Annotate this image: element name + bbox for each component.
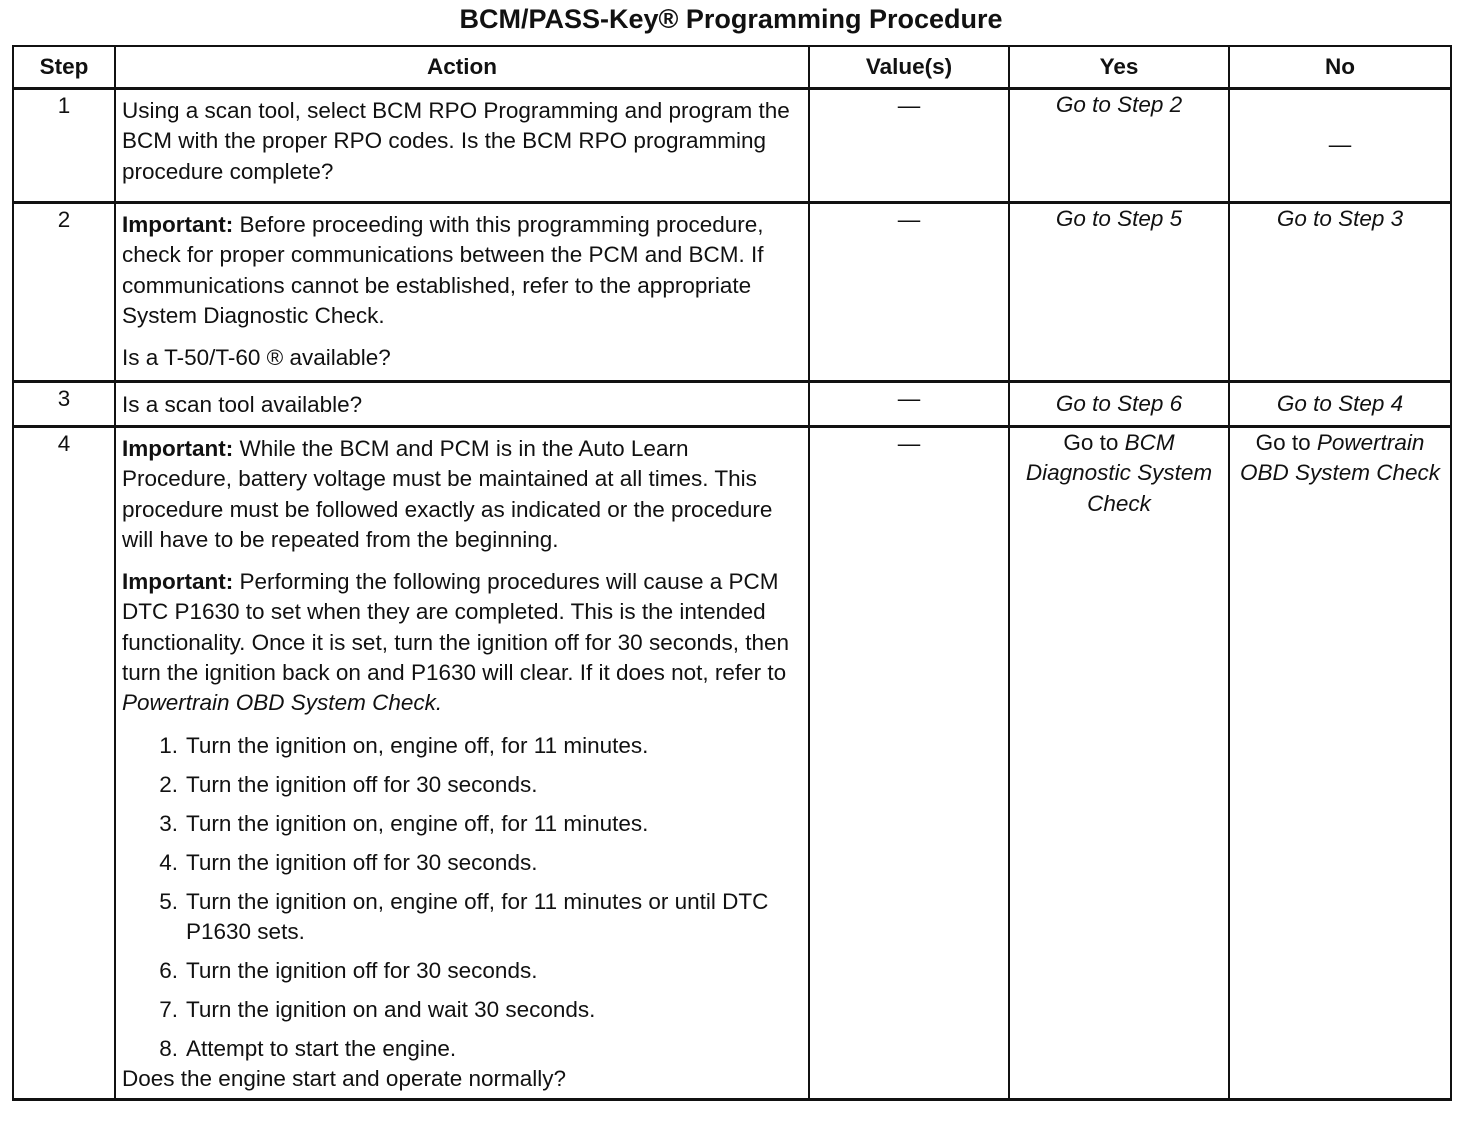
list-item (122, 770, 800, 800)
important-text: While the BCM and PCM is in the Auto Learn Procedure, battery voltage must be maintained at all times. This procedure must be followed exactly as indicated or the procedure will have to be repeated from the beginning. (122, 436, 773, 552)
value-cell: — (809, 89, 1009, 203)
action-cell (115, 427, 809, 1100)
important-label: Important: (122, 212, 234, 237)
step-index: 4. (159, 849, 178, 875)
reference-link[interactable]: Powertrain OBD System Check. (122, 690, 443, 716)
important-label: Important: (122, 569, 234, 595)
step-index: 5. (159, 888, 178, 914)
list-item (122, 848, 800, 878)
important-label: Important: (122, 436, 234, 461)
action-text: Is a scan tool available? (122, 391, 363, 417)
table-row (13, 203, 1451, 382)
list-item (122, 809, 800, 839)
list-item (122, 995, 800, 1025)
important-note (122, 567, 800, 718)
step-text: Turn the ignition off for 30 seconds. (186, 771, 538, 797)
important-note (122, 434, 800, 555)
important-text: Performing the following procedures will cause a PCM DTC P1630 to set when they are completed. This is the intended functionality. Once it is set, turn the ignition off for 30 seconds, then turn the ignition back on and P1630 will clear. If it does not, refer to (122, 569, 790, 686)
value-cell: — (809, 203, 1009, 382)
yes-link[interactable] (1009, 427, 1229, 1100)
page-title: BCM/PASS-Key® Programming Procedure (459, 4, 1003, 34)
yes-reference: BCM Diagnostic System Check (1025, 430, 1213, 516)
list-item (122, 956, 800, 986)
table-header-row (13, 46, 1451, 89)
step-index: 7. (159, 996, 178, 1022)
procedure-table (12, 45, 1452, 1101)
action-question: Is a T-50/T-60 ® available? (122, 345, 391, 371)
yes-link[interactable]: Go to Step 6 (1009, 382, 1229, 427)
header-step: Step (13, 46, 115, 89)
action-cell (115, 382, 809, 427)
header-yes: Yes (1009, 46, 1229, 89)
no-cell: — (1229, 89, 1451, 203)
action-cell (115, 89, 809, 203)
step-index: 8. (159, 1035, 178, 1061)
step-text: Turn the ignition on, engine off, for 11 minutes. (186, 810, 649, 836)
step-text: Turn the ignition off for 30 seconds. (186, 957, 538, 983)
step-text: Turn the ignition on, engine off, for 11 minutes. (186, 732, 649, 758)
value-cell: — (809, 382, 1009, 427)
important-text: Before proceeding with this programming procedure, check for proper communications between the PCM and BCM. If communications cannot be established, refer to the appropriate System Diagnostic Check. (122, 212, 764, 328)
important-note (122, 210, 800, 331)
step-number: 3 (13, 382, 115, 427)
step-index: 1. (159, 732, 178, 758)
step-text: Turn the ignition off for 30 seconds. (186, 849, 538, 875)
list-item (122, 887, 800, 948)
step-text: Turn the ignition on and wait 30 seconds. (186, 996, 596, 1022)
action-question: Does the engine start and operate normally? (122, 1066, 567, 1092)
no-prefix: Go to (1255, 430, 1317, 455)
step-index: 6. (159, 957, 178, 983)
no-reference: Powertrain OBD System Check (1239, 430, 1441, 486)
step-text: Turn the ignition on, engine off, for 11 minutes or until DTC P1630 sets. (186, 888, 769, 944)
value-cell: — (809, 427, 1009, 1100)
table-row (13, 427, 1451, 1100)
procedure-steps (122, 731, 800, 1064)
action-cell (115, 203, 809, 382)
step-index: 3. (159, 810, 178, 836)
step-number: 1 (13, 89, 115, 203)
step-number: 4 (13, 427, 115, 1100)
header-action: Action (115, 46, 809, 89)
list-item (122, 1034, 800, 1064)
yes-link[interactable]: Go to Step 2 (1009, 89, 1229, 203)
step-text: Attempt to start the engine. (186, 1035, 457, 1061)
yes-link[interactable]: Go to Step 5 (1009, 203, 1229, 382)
action-text: Using a scan tool, select BCM RPO Programming and program the BCM with the proper RPO codes. Is the BCM RPO programming procedure complete? (122, 98, 790, 184)
table-row (13, 382, 1451, 427)
header-value: Value(s) (809, 46, 1009, 89)
yes-prefix: Go to (1063, 430, 1125, 455)
list-item (122, 731, 800, 761)
no-link[interactable]: Go to Step 4 (1229, 382, 1451, 427)
step-index: 2. (159, 771, 178, 797)
step-number: 2 (13, 203, 115, 382)
table-row (13, 89, 1451, 203)
no-link[interactable]: Go to Step 3 (1229, 203, 1451, 382)
no-link[interactable] (1229, 427, 1451, 1100)
header-no: No (1229, 46, 1451, 89)
